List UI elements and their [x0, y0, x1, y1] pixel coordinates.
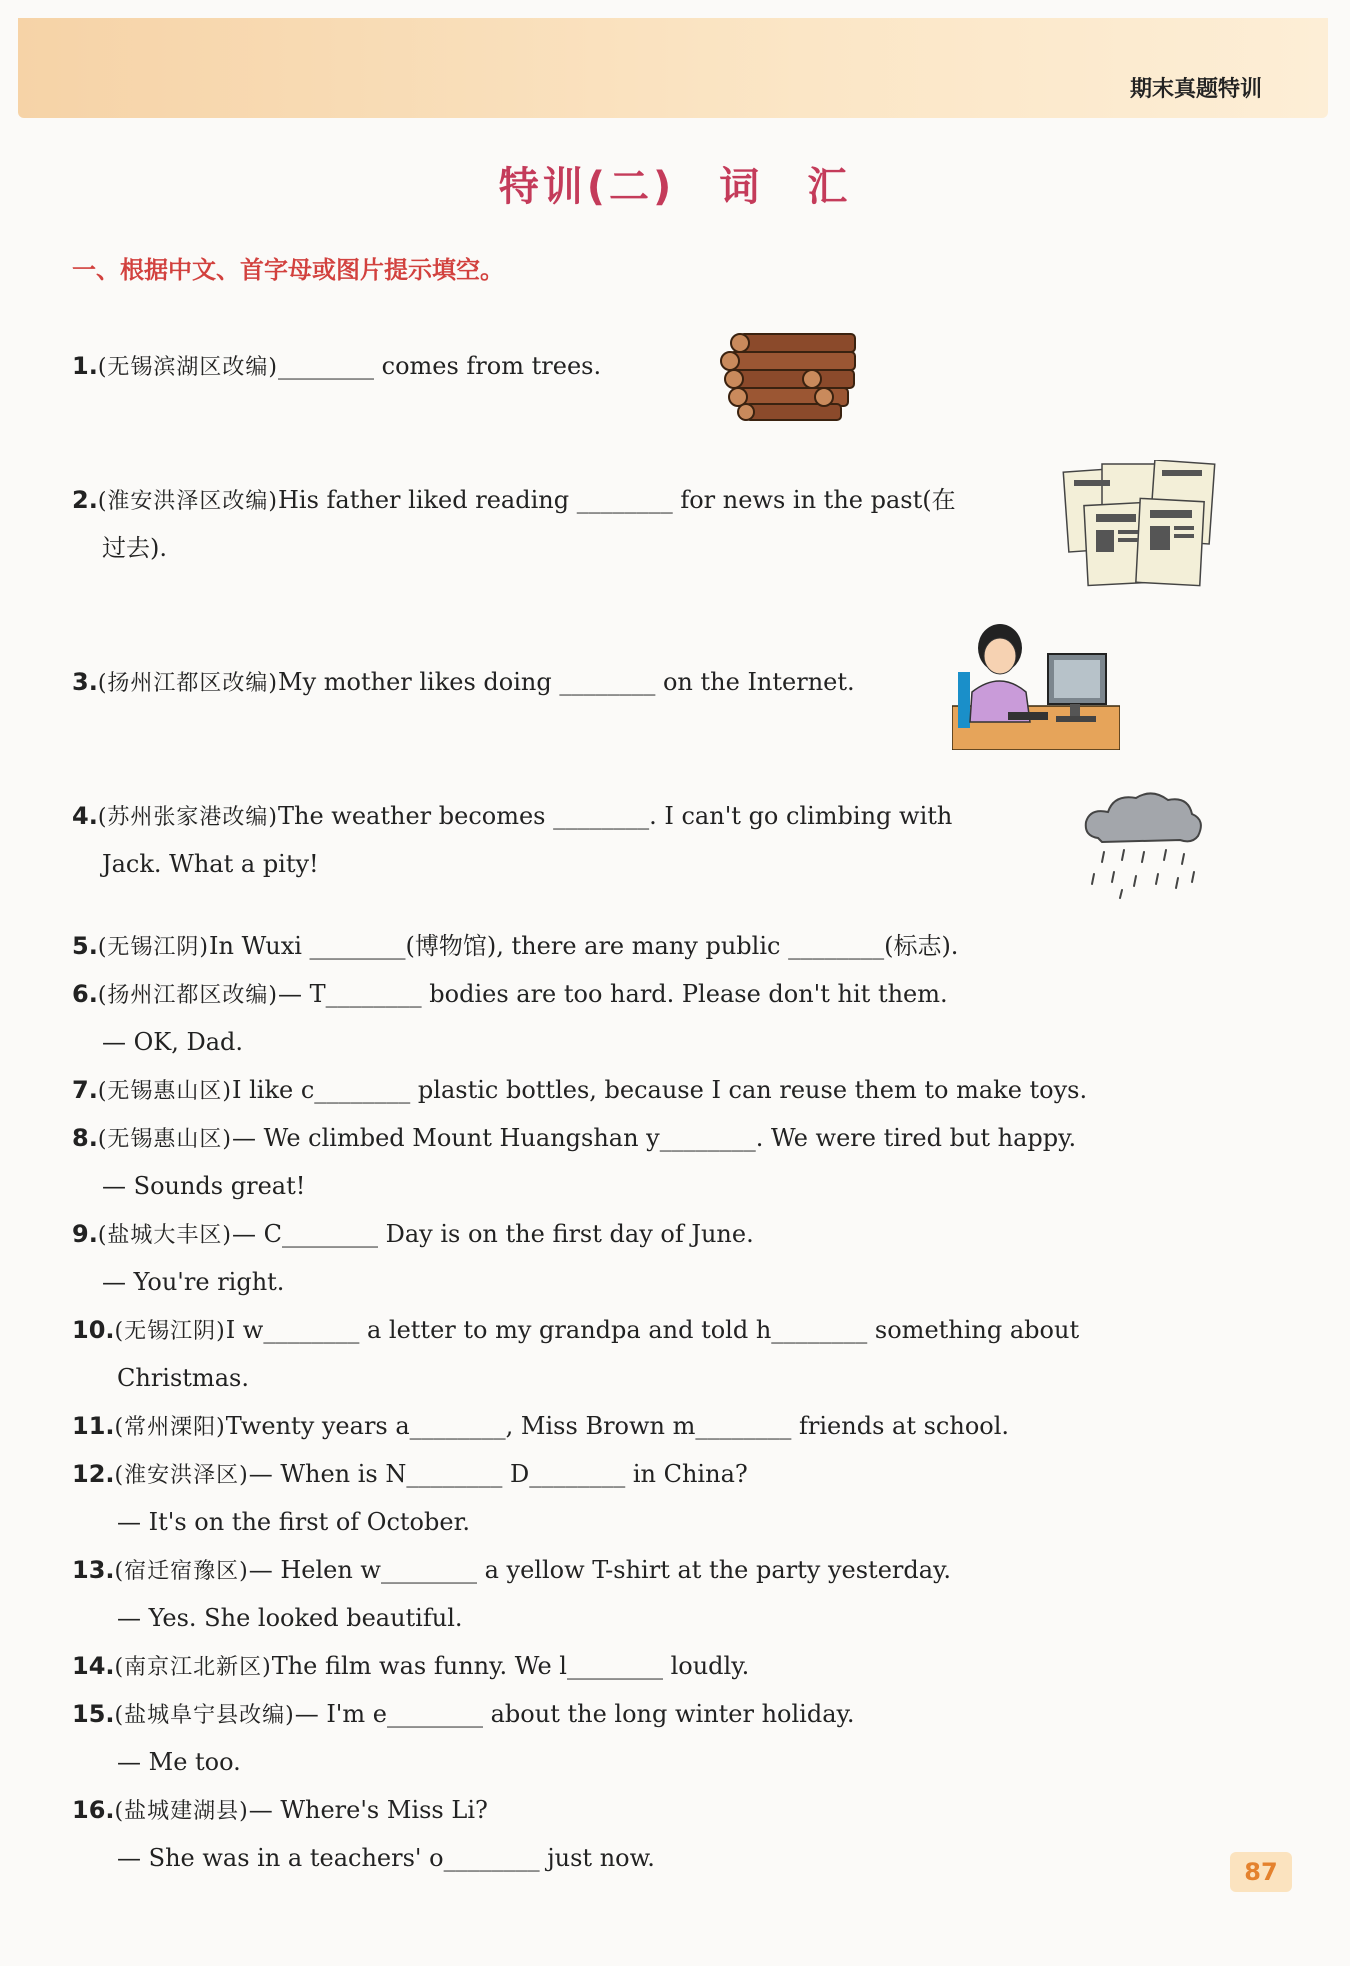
- question-source: (淮安洪泽区改编): [97, 489, 278, 514]
- question-9: [72, 1210, 754, 1260]
- section-label: 期末真题特训: [1129, 77, 1262, 102]
- question-number: 2.: [72, 486, 98, 514]
- question-7: [72, 1066, 1087, 1116]
- question-text: — I'm e________ about the long winter holiday.: [294, 1700, 855, 1728]
- question-text: I w________ a letter to my grandpa and told h________ something about: [225, 1316, 1080, 1344]
- question-text: Twenty years a________, Miss Brown m________ friends at school.: [225, 1412, 1010, 1440]
- question-12: [72, 1450, 748, 1500]
- newspapers-picture: [1062, 460, 1222, 590]
- page-number: 87: [1230, 1852, 1292, 1892]
- question-text: — Helen w________ a yellow T-shirt at the party yesterday.: [248, 1556, 952, 1584]
- question-number: 11.: [72, 1412, 115, 1440]
- question-text: His father liked reading ________ for news in the past(在: [278, 486, 956, 514]
- question-text: — C________ Day is on the first day of June.: [232, 1220, 754, 1248]
- section-heading: 一、根据中文、首字母或图片提示填空。: [72, 256, 504, 284]
- question-source: (扬州江都区改编): [97, 983, 278, 1008]
- question-source: (淮安洪泽区): [114, 1463, 249, 1488]
- question-source: (无锡惠山区): [97, 1079, 232, 1104]
- question-text: My mother likes doing ________ on the Internet.: [278, 668, 855, 696]
- rain-cloud-picture: [1080, 786, 1210, 902]
- question-10-line2: Christmas.: [117, 1364, 249, 1392]
- question-text: — We climbed Mount Huangshan y________. We were tired but happy.: [232, 1124, 1077, 1152]
- question-15-line2: — Me too.: [117, 1748, 241, 1776]
- question-number: 1.: [72, 352, 98, 380]
- question-12-line2: — It's on the first of October.: [117, 1508, 471, 1536]
- question-8: [72, 1114, 1076, 1164]
- question-text: The weather becomes ________. I can't go climbing with: [278, 802, 953, 830]
- question-number: 5.: [72, 932, 98, 960]
- question-text: — T________ bodies are too hard. Please don't hit them.: [278, 980, 948, 1008]
- question-source: (常州溧阳): [114, 1415, 226, 1440]
- question-number: 10.: [72, 1316, 115, 1344]
- question-source: (南京江北新区): [114, 1655, 272, 1680]
- question-6: [72, 970, 948, 1020]
- question-15: [72, 1690, 855, 1740]
- question-text: — When is N________ D________ in China?: [248, 1460, 748, 1488]
- question-4: [72, 792, 952, 842]
- question-16-line2: — She was in a teachers' o________ just now.: [117, 1844, 655, 1872]
- question-number: 13.: [72, 1556, 115, 1584]
- question-16: [72, 1786, 488, 1836]
- question-text: I like c________ plastic bottles, because I can reuse them to make toys.: [232, 1076, 1088, 1104]
- question-1: [72, 342, 601, 392]
- question-source: (盐城大丰区): [97, 1223, 232, 1248]
- question-number: 14.: [72, 1652, 115, 1680]
- question-number: 9.: [72, 1220, 98, 1248]
- question-source: (宿迁宿豫区): [114, 1559, 249, 1584]
- question-number: 16.: [72, 1796, 115, 1824]
- page-title: 特训(二) 词 汇: [498, 164, 852, 210]
- question-number: 3.: [72, 668, 98, 696]
- question-source: (盐城建湖县): [114, 1799, 249, 1824]
- question-2-line2: 过去).: [102, 534, 167, 562]
- question-source: (苏州张家港改编): [97, 805, 278, 830]
- question-2: [72, 476, 956, 526]
- question-text: ________ comes from trees.: [278, 352, 602, 380]
- girl-using-computer-picture: [952, 622, 1120, 750]
- question-number: 8.: [72, 1124, 98, 1152]
- question-number: 7.: [72, 1076, 98, 1104]
- question-4-line2: Jack. What a pity!: [102, 850, 319, 878]
- header-banner: [18, 18, 1328, 118]
- question-number: 6.: [72, 980, 98, 1008]
- question-6-line2: — OK, Dad.: [102, 1028, 244, 1056]
- question-5: [72, 922, 958, 972]
- question-source: (盐城阜宁县改编): [114, 1703, 295, 1728]
- question-14: [72, 1642, 749, 1692]
- question-10: [72, 1306, 1079, 1356]
- question-source: (无锡江阴): [97, 935, 209, 960]
- question-number: 4.: [72, 802, 98, 830]
- question-13: [72, 1546, 951, 1596]
- question-number: 15.: [72, 1700, 115, 1728]
- question-13-line2: — Yes. She looked beautiful.: [117, 1604, 463, 1632]
- question-source: (无锡江阴): [114, 1319, 226, 1344]
- question-text: — Where's Miss Li?: [248, 1796, 488, 1824]
- question-number: 12.: [72, 1460, 115, 1488]
- question-source: (无锡滨湖区改编): [97, 355, 278, 380]
- question-8-line2: — Sounds great!: [102, 1172, 306, 1200]
- question-9-line2: — You're right.: [102, 1268, 285, 1296]
- question-3: [72, 658, 855, 708]
- question-source: (扬州江都区改编): [97, 671, 278, 696]
- question-text: The film was funny. We l________ loudly.: [271, 1652, 750, 1680]
- question-source: (无锡惠山区): [97, 1127, 232, 1152]
- question-text: In Wuxi ________(博物馆), there are many public ________(标志).: [209, 932, 959, 960]
- wood-logs-picture: [712, 328, 862, 424]
- question-11: [72, 1402, 1009, 1452]
